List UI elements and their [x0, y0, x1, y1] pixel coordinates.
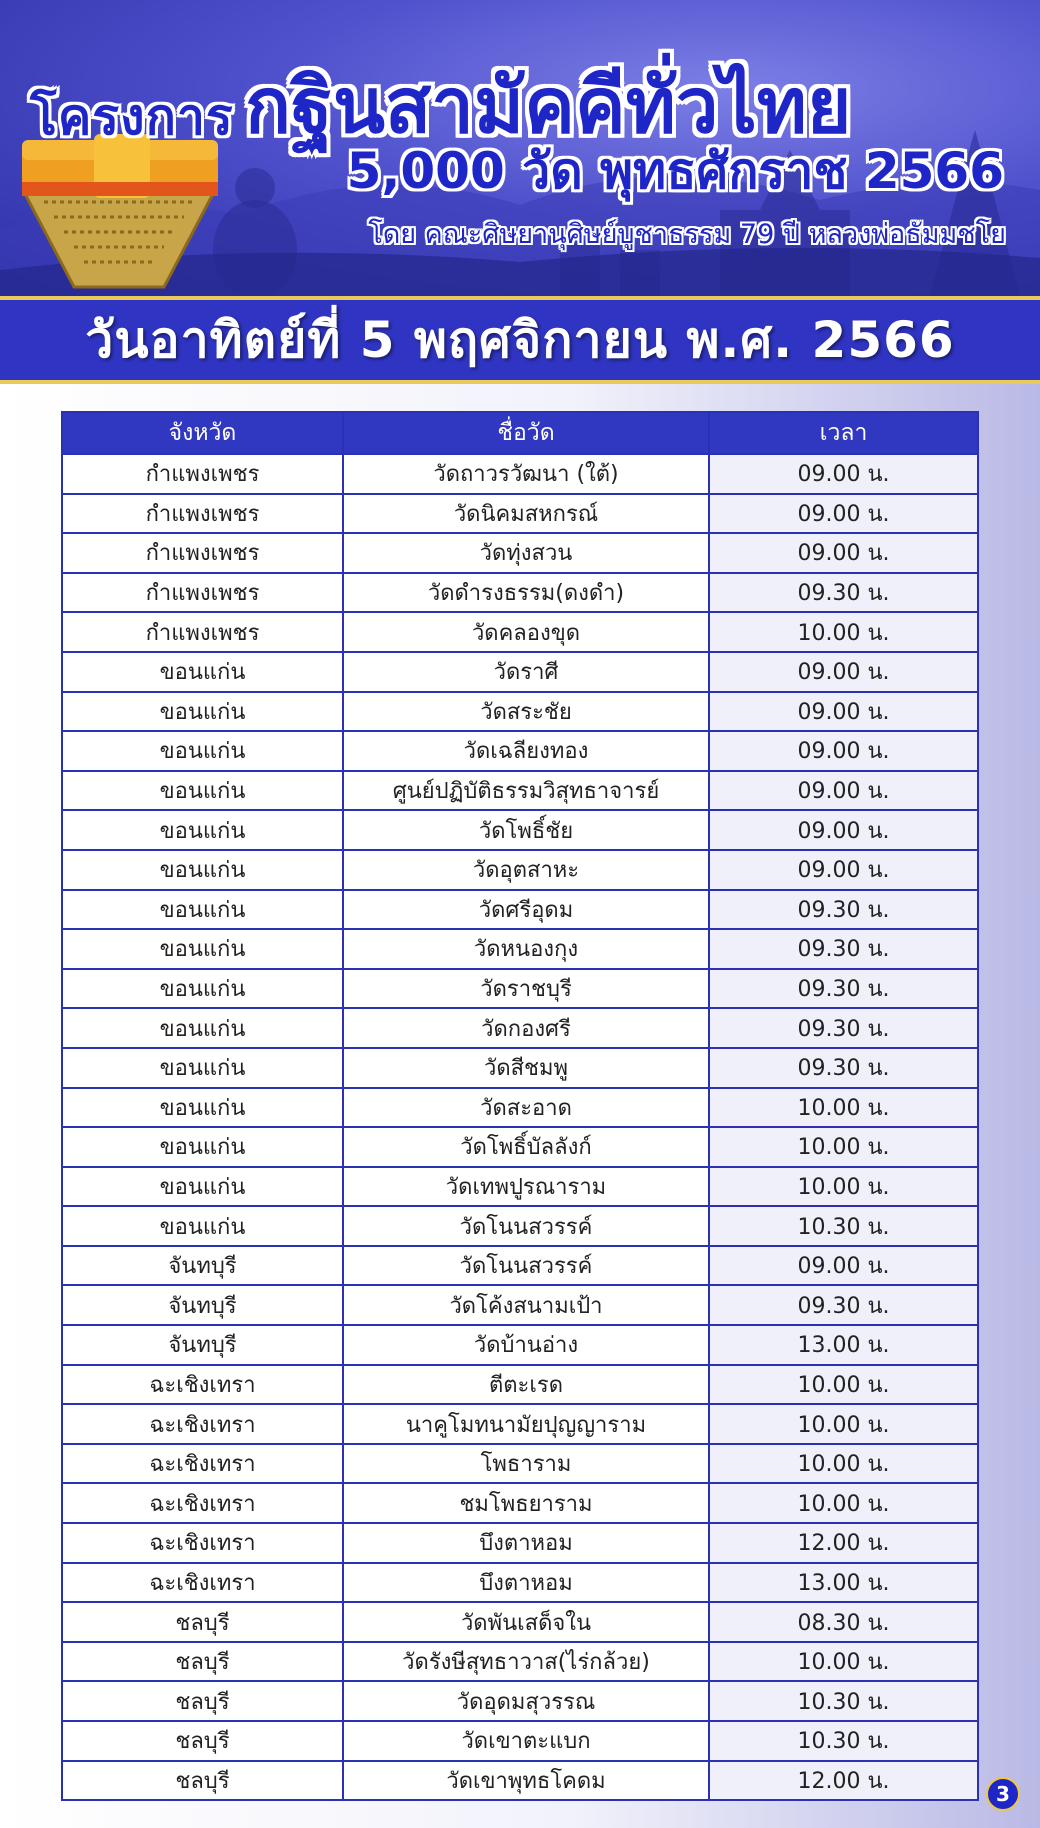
temple-cell: วัดโพธิ์ชัย [343, 810, 709, 850]
province-cell: ขอนแก่น [62, 1048, 343, 1088]
temple-cell: บึงตาหอม [343, 1523, 709, 1563]
temple-cell: วัดสะอาด [343, 1088, 709, 1128]
temple-cell: ตีตะเรด [343, 1365, 709, 1405]
province-cell: จันทบุรี [62, 1325, 343, 1365]
table-row [62, 1325, 978, 1365]
table-row [62, 1246, 978, 1286]
province-cell: จันทบุรี [62, 1285, 343, 1325]
temple-cell: วัดสระชัย [343, 692, 709, 732]
temple-cell: วัดเขาพุทธโคดม [343, 1761, 709, 1801]
time-cell: 09.00 น. [709, 692, 978, 732]
table-row [62, 731, 978, 771]
province-cell: ฉะเชิงเทรา [62, 1563, 343, 1603]
table-header-row [62, 412, 978, 454]
temple-cell: วัดบ้านอ่าง [343, 1325, 709, 1365]
project-title: กฐินสามัคคีทั่วไทย [245, 61, 852, 150]
province-cell: ขอนแก่น [62, 890, 343, 930]
temple-cell: วัดคลองขุด [343, 612, 709, 652]
table-row [62, 652, 978, 692]
province-cell: ขอนแก่น [62, 1127, 343, 1167]
province-cell: ฉะเชิงเทรา [62, 1444, 343, 1484]
time-cell: 10.00 น. [709, 1404, 978, 1444]
table-row [62, 1444, 978, 1484]
table-row [62, 1404, 978, 1444]
temple-cell: วัดนิคมสหกรณ์ [343, 494, 709, 534]
temple-cell: วัดดำรงธรรม(ดงดำ) [343, 573, 709, 613]
province-cell: กำแพงเพชร [62, 573, 343, 613]
province-cell: ฉะเชิงเทรา [62, 1365, 343, 1405]
time-cell: 09.00 น. [709, 1246, 978, 1286]
temple-cell: วัดหนองกุง [343, 929, 709, 969]
column-header-province: จังหวัด [62, 412, 343, 454]
time-cell: 09.00 น. [709, 454, 978, 494]
project-subtitle: 5,000 วัด พุทธศักราช 2566 [346, 142, 1004, 200]
temple-cell: วัดทุ่งสวน [343, 533, 709, 573]
province-cell: ขอนแก่น [62, 652, 343, 692]
time-cell: 10.00 น. [709, 1127, 978, 1167]
time-cell: 09.30 น. [709, 969, 978, 1009]
table-row [62, 1048, 978, 1088]
temple-cell: วัดโพธิ์บัลลังก์ [343, 1127, 709, 1167]
time-cell: 12.00 น. [709, 1761, 978, 1801]
table-row [62, 1642, 978, 1682]
temple-cell: วัดเทพปูรณาราม [343, 1167, 709, 1207]
time-cell: 09.30 น. [709, 929, 978, 969]
time-cell: 09.00 น. [709, 810, 978, 850]
organizer-line: โดย คณะศิษยานุศิษย์บูชาธรรม 79 ปี หลวงพ่อธัมมชโย [368, 219, 1006, 250]
province-cell: ขอนแก่น [62, 810, 343, 850]
project-prefix: โครงการ [30, 88, 234, 146]
table-row [62, 1483, 978, 1523]
time-cell: 09.30 น. [709, 890, 978, 930]
province-cell: ขอนแก่น [62, 969, 343, 1009]
table-row [62, 1088, 978, 1128]
province-cell: ขอนแก่น [62, 929, 343, 969]
page-number-badge: 3 [986, 1777, 1020, 1811]
province-cell: ชลบุรี [62, 1642, 343, 1682]
table-row [62, 890, 978, 930]
table-row [62, 1167, 978, 1207]
table-row [62, 771, 978, 811]
time-cell: 12.00 น. [709, 1523, 978, 1563]
time-cell: 09.00 น. [709, 771, 978, 811]
time-cell: 09.00 น. [709, 731, 978, 771]
table-row [62, 612, 978, 652]
time-cell: 10.00 น. [709, 1167, 978, 1207]
column-header-temple: ชื่อวัด [343, 412, 709, 454]
temple-cell: วัดโนนสวรรค์ [343, 1206, 709, 1246]
table-row [62, 969, 978, 1009]
province-cell: ชลบุรี [62, 1721, 343, 1761]
table-row [62, 1008, 978, 1048]
temple-cell: วัดโนนสวรรค์ [343, 1246, 709, 1286]
province-cell: ฉะเชิงเทรา [62, 1523, 343, 1563]
province-cell: ขอนแก่น [62, 1206, 343, 1246]
time-cell: 09.00 น. [709, 533, 978, 573]
temple-cell: วัดอุดมสุวรรณ [343, 1681, 709, 1721]
time-cell: 10.00 น. [709, 1365, 978, 1405]
province-cell: กำแพงเพชร [62, 612, 343, 652]
time-cell: 10.30 น. [709, 1681, 978, 1721]
temple-cell: วัดโค้งสนามเป้า [343, 1285, 709, 1325]
time-cell: 09.30 น. [709, 1008, 978, 1048]
temple-cell: วัดกองศรี [343, 1008, 709, 1048]
time-cell: 08.30 น. [709, 1602, 978, 1642]
date-text: วันอาทิตย์ที่ 5 พฤศจิกายน พ.ศ. 2566 [85, 310, 955, 369]
province-cell: ขอนแก่น [62, 692, 343, 732]
temple-cell: วัดอุตสาหะ [343, 850, 709, 890]
province-cell: ขอนแก่น [62, 1167, 343, 1207]
time-cell: 09.30 น. [709, 1285, 978, 1325]
table-row [62, 850, 978, 890]
time-cell: 13.00 น. [709, 1325, 978, 1365]
province-cell: ชลบุรี [62, 1681, 343, 1721]
temple-cell: วัดราศี [343, 652, 709, 692]
province-cell: กำแพงเพชร [62, 454, 343, 494]
temple-cell: โพธาราม [343, 1444, 709, 1484]
time-cell: 10.00 น. [709, 612, 978, 652]
time-cell: 10.00 น. [709, 1483, 978, 1523]
date-banner [0, 296, 1040, 384]
province-cell: กำแพงเพชร [62, 494, 343, 534]
temple-cell: วัดราชบุรี [343, 969, 709, 1009]
column-header-time: เวลา [709, 412, 978, 454]
province-cell: ชลบุรี [62, 1761, 343, 1801]
province-cell: กำแพงเพชร [62, 533, 343, 573]
table-row [62, 929, 978, 969]
table-body [62, 454, 978, 1800]
time-cell: 10.30 น. [709, 1206, 978, 1246]
table-row [62, 1285, 978, 1325]
time-cell: 13.00 น. [709, 1563, 978, 1603]
province-cell: ชลบุรี [62, 1602, 343, 1642]
table-row [62, 1523, 978, 1563]
table-row [62, 692, 978, 732]
temple-cell: วัดศรีอุดม [343, 890, 709, 930]
time-cell: 09.30 น. [709, 573, 978, 613]
temple-cell: วัดสีชมพู [343, 1048, 709, 1088]
time-cell: 10.30 น. [709, 1721, 978, 1761]
table-row [62, 1602, 978, 1642]
temple-cell: ศูนย์ปฏิบัติธรรมวิสุทธาจารย์ [343, 771, 709, 811]
temple-cell: นาคูโมทนามัยปุญญาราม [343, 1404, 709, 1444]
province-cell: ขอนแก่น [62, 771, 343, 811]
time-cell: 10.00 น. [709, 1444, 978, 1484]
time-cell: 09.00 น. [709, 850, 978, 890]
temple-cell: วัดถาวรวัฒนา (ใต้) [343, 454, 709, 494]
temple-cell: ชมโพธยาราม [343, 1483, 709, 1523]
temple-schedule-table [61, 411, 979, 1801]
province-cell: ฉะเชิงเทรา [62, 1404, 343, 1444]
time-cell: 09.30 น. [709, 1048, 978, 1088]
table-row [62, 573, 978, 613]
table-row [62, 533, 978, 573]
header-banner [0, 0, 1040, 296]
temple-cell: วัดเขาตะแบก [343, 1721, 709, 1761]
time-cell: 09.00 น. [709, 652, 978, 692]
table-row [62, 494, 978, 534]
temple-cell: วัดพันเสด็จใน [343, 1602, 709, 1642]
province-cell: ขอนแก่น [62, 850, 343, 890]
time-cell: 09.00 น. [709, 494, 978, 534]
time-cell: 10.00 น. [709, 1088, 978, 1128]
province-cell: ขอนแก่น [62, 1008, 343, 1048]
table-row [62, 454, 978, 494]
table-row [62, 1127, 978, 1167]
province-cell: จันทบุรี [62, 1246, 343, 1286]
province-cell: ขอนแก่น [62, 1088, 343, 1128]
temple-cell: บึงตาหอม [343, 1563, 709, 1603]
table-row [62, 1681, 978, 1721]
table-row [62, 810, 978, 850]
table-row [62, 1721, 978, 1761]
table-row [62, 1761, 978, 1801]
time-cell: 10.00 น. [709, 1642, 978, 1682]
temple-cell: วัดรังษีสุทธาวาส(ไร่กล้วย) [343, 1642, 709, 1682]
table-row [62, 1563, 978, 1603]
temple-cell: วัดเฉลียงทอง [343, 731, 709, 771]
province-cell: ฉะเชิงเทรา [62, 1483, 343, 1523]
table-row [62, 1206, 978, 1246]
province-cell: ขอนแก่น [62, 731, 343, 771]
table-row [62, 1365, 978, 1405]
